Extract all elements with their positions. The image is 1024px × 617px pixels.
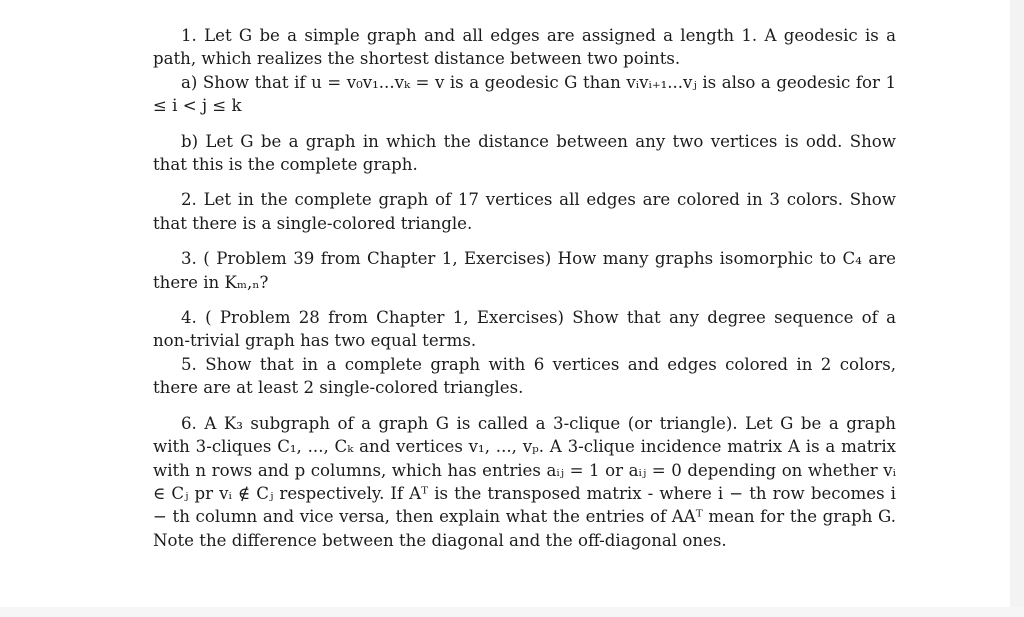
problem-1b: b) Let G be a graph in which the distance between any two vertices is odd. Show that this is the complete graph.: [153, 131, 896, 175]
problem-1a: a) Show that if u = v₀v₁...vₖ = v is a geodesic G than vᵢvᵢ₊₁...vⱼ is also a geodesic for 1 ≤ i < j ≤ k: [153, 72, 896, 116]
problem-2: 2. Let in the complete graph of 17 vertices all edges are colored in 3 colors. Show that there is a single-colored triangle.: [153, 190, 896, 233]
problem-5: 5. Show that in a complete graph with 6 vertices and edges colored in 2 colors, there are at least 2 single-colored triangles.: [153, 354, 896, 398]
problem-3: 3. ( Problem 39 from Chapter 1, Exercises) How many graphs isomorphic to C₄ are there in Kₘ,ₙ?: [153, 249, 896, 292]
problem-set: [153, 24, 896, 552]
problem-1-intro: 1. Let G be a simple graph and all edges are assigned a length 1. A geodesic is a path, which realizes the shortest distance between two points.: [153, 26, 896, 69]
page-edge-right: [1010, 0, 1024, 617]
page-edge-bottom: [0, 607, 1024, 617]
problem-4: 4. ( Problem 28 from Chapter 1, Exercises) Show that any degree sequence of a non-trivial graph has two equal terms.: [153, 308, 896, 351]
problem-6: 6. A K₃ subgraph of a graph G is called a 3-clique (or triangle). Let G be a graph with 3-cliques C₁, ..., Cₖ and vertices v₁, ..., vₚ. A 3-clique incidence matrix A is a matrix with n rows and p columns, which has entries aᵢⱼ = 1 or aᵢⱼ = 0 depending on whether vᵢ ∈ Cⱼ pr vᵢ ∉ Cⱼ respectively. If Aᵀ is the transposed matrix - where i − th row becomes i − th column and vice versa, then explain what the entries of AAᵀ mean for the graph G. Note the difference between the diagonal and the off-diagonal ones.: [153, 413, 896, 550]
